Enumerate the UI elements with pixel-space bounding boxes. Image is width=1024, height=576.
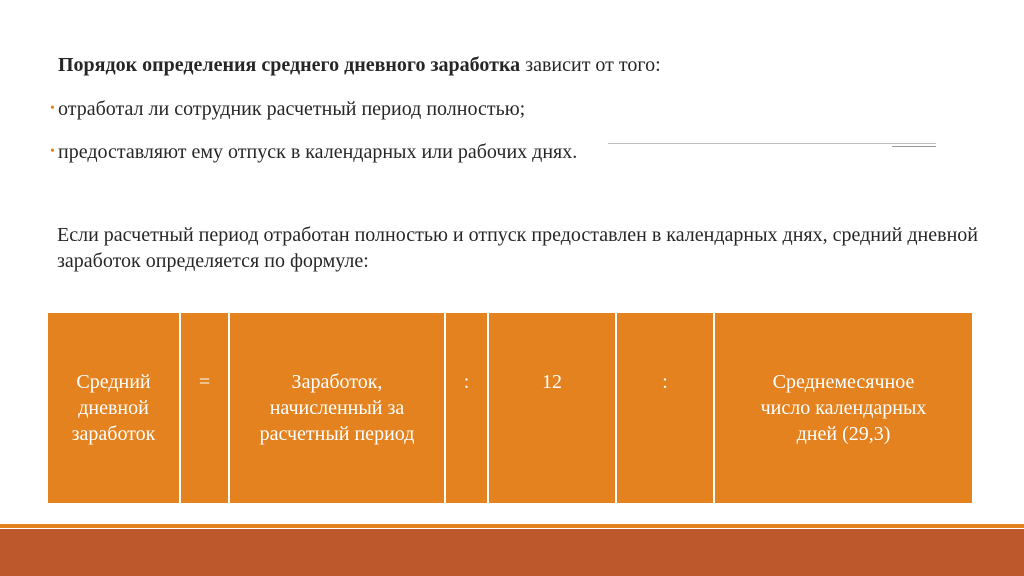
formula-cell-average-daily-earnings: Средний дневной заработок: [48, 313, 179, 503]
paragraph: Если расчетный период отработан полностью и отпуск предоставлен в календарных днях, средний дневной заработок определяется по формуле:: [57, 224, 978, 272]
bullet-dot-icon: •: [50, 101, 55, 116]
divider-line: [608, 143, 936, 144]
formula-cell-divide: :: [617, 313, 713, 503]
formula-cell-calendar-days: Среднемесячное число календарных дней (29,3): [715, 313, 972, 503]
formula-cell-earnings: Заработок, начисленный за расчетный период: [230, 313, 444, 503]
bullet-dot-icon: •: [50, 144, 55, 159]
formula-cell-equals: =: [181, 313, 228, 503]
bullet-item: [50, 139, 577, 165]
formula-cell-divide: :: [446, 313, 487, 503]
bullet-item: [50, 96, 525, 122]
heading: [58, 52, 661, 78]
divider-line: [892, 146, 936, 147]
bottom-accent-stripe: [0, 524, 1024, 528]
bullet-text: отработал ли сотрудник расчетный период полностью;: [58, 98, 526, 120]
bottom-bar: [0, 529, 1024, 576]
heading-rest: зависит от того:: [520, 54, 661, 76]
formula-cell-twelve: 12: [489, 313, 615, 503]
formula-table: [48, 313, 972, 503]
bullet-text: предоставляют ему отпуск в календарных или рабочих днях.: [58, 141, 578, 163]
heading-bold: Порядок определения среднего дневного заработка: [58, 54, 521, 76]
